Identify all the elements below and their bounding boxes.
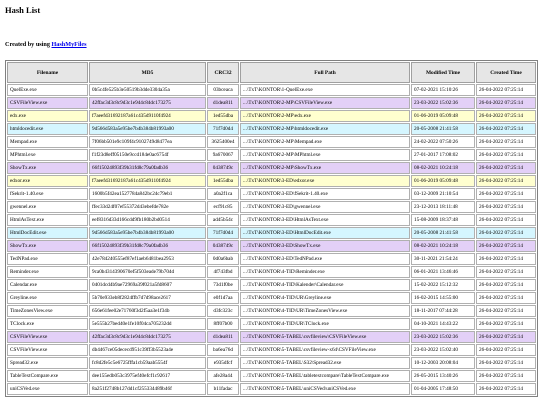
crc32-cell: e935dfcf [207,357,239,369]
modified-time-cell: 30-11-2021 21:54:24 [411,253,475,265]
table-row[interactable] [7,383,536,395]
md5-cell: 0401dcd4b9ae72969a39f021a5fd8607 [89,279,206,291]
modified-time-cell: 23-03-2022 15:02:36 [411,97,475,109]
filename-cell: HtmlAsText.exe [7,214,88,226]
created-time-cell: 26-04-2022 07:25:14 [476,162,536,174]
created-time-cell: 26-04-2022 07:25:14 [476,344,536,356]
filename-cell: Mempad.exe [7,136,88,148]
modified-time-cell: 27-01-2017 17:08:02 [411,149,475,161]
table-row[interactable] [7,370,536,382]
modified-time-cell: 20-05-2008 21:41:58 [411,227,475,239]
modified-time-cell: 10-12-2003 20:08:04 [411,357,475,369]
modified-time-cell: 03-12-2009 21:10:54 [411,188,475,200]
table-row[interactable] [7,97,536,109]
modified-time-cell: 16-02-2015 14:55:00 [411,292,475,304]
hash-table [5,60,538,397]
md5-cell: 66f15024893f39b31fd8c79a0fadb36 [89,240,206,252]
crc32-cell: 4f743fbd [207,266,239,278]
crc32-cell: d3fc323c [207,305,239,317]
full-path-cell: ...\TxT\KONTOR\1-QuelExe.exe [240,84,410,96]
modified-time-cell: 04-10-2021 14:43:22 [411,318,475,330]
table-row[interactable] [7,240,536,252]
table-row[interactable] [7,266,536,278]
created-time-cell: 26-04-2022 07:25:14 [476,292,536,304]
filename-cell: TableTextCompare.exe [7,370,88,382]
table-row[interactable] [7,305,536,317]
md5-cell: f1f23d8eff05150e9ccd184e0ac6754f [89,149,206,161]
md5-cell: 0b5c4fe525b3e50519b3dde3304a35a [89,84,206,96]
created-time-cell: 26-04-2022 07:25:14 [476,305,536,317]
modified-time-cell: 06-01-2021 13:46:46 [411,266,475,278]
filename-cell: CSVFileView.exe [7,97,88,109]
full-path-cell: ...\TxT\KONTOR\2-MP\MPhtml.exe [240,149,410,161]
table-body [7,84,536,395]
modified-time-cell: 07-02-2021 15:10:26 [411,84,475,96]
filename-cell: htmldocedit.exe [7,123,88,135]
filename-cell: HtmlDocEdit.exe [7,227,88,239]
crc32-cell: b11fadac [207,383,239,395]
filename-cell: fSekrit-1.40.exe [7,188,88,200]
full-path-cell: ...\TxT\KONTOR\2-MP\htmldocedit.exe [240,123,410,135]
table-row[interactable] [7,110,536,122]
created-by-label: Created by using [5,41,52,48]
modified-time-cell: 01-04-2005 17:48:50 [411,383,475,395]
hashmyfiles-link[interactable]: HashMyFiles [51,41,87,48]
crc32-cell: 1ed55dba [207,110,239,122]
table-row[interactable] [7,149,536,161]
full-path-cell: ...\TxT\KONTOR\5-TABEL\csvfileview\CSVFileView.exe [240,331,410,343]
md5-cell: 656e61fee02e71760f3d2f5aa3e1f34b [89,305,206,317]
table-row[interactable] [7,201,536,213]
created-time-cell: 26-04-2022 07:25:14 [476,149,536,161]
created-time-cell: 26-04-2022 07:25:14 [476,253,536,265]
md5-cell: ffec33d24f07ef55372d43ebefde782e [89,201,206,213]
table-row[interactable] [7,214,536,226]
full-path-cell: ...\TxT\KONTOR\3-ED\gwennel.exe [240,201,410,213]
table-row[interactable] [7,175,536,187]
full-path-cell: ...\TxT\KONTOR\2-MP\Mempad.exe [240,136,410,148]
table-header-row [7,62,536,83]
full-path-cell: ...\TxT\KONTOR\3-ED\HtmlAsText.exe [240,214,410,226]
created-time-cell: 26-04-2022 07:25:14 [476,84,536,96]
table-row[interactable] [7,357,536,369]
filename-cell: TimeZonesView.exe [7,305,88,317]
table-row[interactable] [7,84,536,96]
crc32-cell: 8ff07b00 [207,318,239,330]
filename-cell: Spread32.exe [7,357,88,369]
created-time-cell: 26-04-2022 07:25:14 [476,318,536,330]
md5-cell: 66f15024893f39b31fd8c79a0fadb36 [89,162,206,174]
column-header-full-path[interactable]: Full Path [240,62,410,83]
modified-time-cell: 23-03-2022 15:02:36 [411,331,475,343]
created-time-cell: 26-04-2022 07:25:14 [476,97,536,109]
table-row[interactable] [7,331,536,343]
filename-cell: Reminder.exe [7,266,88,278]
modified-time-cell: 15-02-2022 15:12:32 [411,279,475,291]
md5-cell: 9d566d583a5e95be7b4b384b81993a00 [89,227,206,239]
filename-cell: TedNPad.exe [7,253,88,265]
table-row[interactable] [7,279,536,291]
created-time-cell: 26-04-2022 07:25:14 [476,123,536,135]
filename-cell: uniCSVed.exe [7,383,88,395]
full-path-cell: ...\TxT\KONTOR\4-TID\Kalender\Calendar.exe [240,279,410,291]
md5-cell: fc8d2fe5c5e6725fffa1cb59aab5554f [89,357,206,369]
crc32-cell: e0f1d7aa [207,292,239,304]
filename-cell: CSVFileView.exe [7,331,88,343]
modified-time-cell: 15-08-2009 18:37:48 [411,214,475,226]
crc32-cell: a0a2f1ca [207,188,239,200]
created-time-cell: 26-04-2022 07:25:14 [476,201,536,213]
crc32-cell: 9a670067 [207,149,239,161]
column-header-md5[interactable]: MD5 [89,62,206,83]
table-row[interactable] [7,227,536,239]
modified-time-cell: 08-02-2021 10:24:18 [411,240,475,252]
filename-cell: edx.exe [7,110,88,122]
full-path-cell: ...\TxT\KONTOR\3-ED\TedNPad.exe [240,253,410,265]
filename-cell: ShowTx.exe [7,240,88,252]
crc32-cell: 03bceaca [207,84,239,96]
crc32-cell: d1dea811 [207,331,239,343]
column-header-created-time[interactable]: Created Time [476,62,536,83]
modified-time-cell: 18-11-2017 07:44:28 [411,305,475,317]
md5-cell: 42ffac3d3c8c9d3c1e944c84dc173275 [89,331,206,343]
table-row[interactable] [7,344,536,356]
created-time-cell: 26-04-2022 07:25:14 [476,279,536,291]
md5-cell: f7aeefd31692187a61c435d9110f4924 [89,175,206,187]
created-time-cell: 26-04-2022 07:25:14 [476,175,536,187]
md5-cell: f7aeefd31692187a61c435d9110f4924 [89,110,206,122]
md5-cell: 42e784240555ef87ef1aeb6481bea2953 [89,253,206,265]
created-time-cell: 26-04-2022 07:25:14 [476,357,536,369]
page-title: Hash List [5,5,41,15]
column-header-filename[interactable]: Filename [7,62,88,83]
crc32-cell: 0d0a6bab [207,253,239,265]
modified-time-cell: 08-02-2021 10:24:18 [411,162,475,174]
created-time-cell: 26-04-2022 07:25:14 [476,110,536,122]
md5-cell: 42ffac3d3c8c9d3c1e944c84dc173275 [89,97,206,109]
crc32-cell: 3625400e4 [207,136,239,148]
crc32-cell: 71f7d0d4 [207,227,239,239]
crc32-cell: ad45b54c [207,214,239,226]
modified-time-cell: 24-02-2022 07:50:26 [411,136,475,148]
modified-time-cell: 20-05-2008 21:41:58 [411,123,475,135]
table-row[interactable] [7,188,536,200]
crc32-cell: ba6ea76d [207,344,239,356]
table-row[interactable] [7,123,536,135]
created-time-cell: 26-04-2022 07:25:14 [476,370,536,382]
created-time-cell: 26-04-2022 07:25:14 [476,240,536,252]
modified-time-cell: 01-06-2019 05:09:48 [411,175,475,187]
full-path-cell: ...\TxT\KONTOR\3-ED\edxor.exe [240,175,410,187]
filename-cell: QuelExe.exe [7,84,88,96]
full-path-cell: ...\TxT\KONTOR\3-ED\ShowTx.exe [240,240,410,252]
md5-cell: 9d566d583a5e95be7b4b384b81993a00 [89,123,206,135]
modified-time-cell: 23-03-2022 15:02:40 [411,344,475,356]
full-path-cell: ...\TxT\KONTOR\3-ED\HtmlDocEdit.exe [240,227,410,239]
full-path-cell: ...\TxT\KONTOR\2-MP\CSVFileView.exe [240,97,410,109]
full-path-cell: ...\TxT\KONTOR\4-TID\Reminder.exe [240,266,410,278]
md5-cell: 1600b5f42ea1527784a842bc24c79eb1 [89,188,206,200]
created-time-cell: 26-04-2022 07:25:14 [476,383,536,395]
full-path-cell: ...\TxT\KONTOR\3-ED\fSekrit-1.40.exe [240,188,410,200]
crc32-cell: d1dea811 [207,97,239,109]
table-row[interactable] [7,136,536,148]
md5-cell: 5e555b27bed40e1fe10f04ca705232dd [89,318,206,330]
md5-cell: 5b70e933eb8f2824ffb7d7d98ace2617 [89,292,206,304]
filename-cell: ShowTx.exe [7,162,88,174]
crc32-cell: ecf91c85 [207,201,239,213]
crc32-cell: 73d1f0be [207,279,239,291]
full-path-cell: ...\TxT\KONTOR\5-TABEL\uniCSVed\uniCSVed.exe [240,383,410,395]
created-time-cell: 26-04-2022 07:25:14 [476,136,536,148]
modified-time-cell: 26-05-2015 13:40:26 [411,370,475,382]
md5-cell: 8a251f2748b127dd1cf255334489b46f [89,383,206,395]
table-row[interactable] [7,318,536,330]
full-path-cell: ...\TxT\KONTOR\4-TID\UR\TimeZonesView.exe [240,305,410,317]
filename-cell: TClock.exe [7,318,88,330]
md5-cell: 7f06bb501e9c109f4c9102749d8477ea [89,136,206,148]
full-path-cell: ...\TxT\KONTOR\2-MP\ShowTx.exe [240,162,410,174]
md5-cell: dee155edb053c3975ef40efcf1c92617 [89,370,206,382]
full-path-cell: ...\TxT\KONTOR\2-MP\edx.exe [240,110,410,122]
filename-cell: MPhtml.exe [7,149,88,161]
created-time-cell: 26-04-2022 07:25:14 [476,214,536,226]
column-header-modified-time[interactable]: Modified Time [411,62,475,83]
md5-cell: db4467ce05dececd951c39ff3b5523a4e [89,344,206,356]
full-path-cell: ...\TxT\KONTOR\5-TABEL\tabletextcompare\TableTextCompare.exe [240,370,410,382]
created-time-cell: 26-04-2022 07:25:14 [476,188,536,200]
table-row[interactable] [7,162,536,174]
full-path-cell: ...\TxT\KONTOR\5-TABEL\csvfileview-x64\CSVFileView.exe [240,344,410,356]
table-row[interactable] [7,253,536,265]
created-time-cell: 26-04-2022 07:25:14 [476,266,536,278]
filename-cell: Greyline.exe [7,292,88,304]
crc32-cell: afe28a44 [207,370,239,382]
md5-cell: 9ca0b4314390670ef5f503eade79b704d [89,266,206,278]
modified-time-cell: 01-06-2019 05:09:48 [411,110,475,122]
table-row[interactable] [7,292,536,304]
filename-cell: gwennel.exe [7,201,88,213]
crc32-cell: 1ed55dba [207,175,239,187]
column-header-crc32[interactable]: CRC32 [207,62,239,83]
crc32-cell: 0438749c [207,240,239,252]
full-path-cell: ...\TxT\KONTOR\4-TID\UR\TClock.exe [240,318,410,330]
filename-cell: CSVFileView.exe [7,344,88,356]
created-by-line [5,40,535,49]
created-time-cell: 26-04-2022 07:25:14 [476,227,536,239]
filename-cell: Calendar.exe [7,279,88,291]
modified-time-cell: 23-12-2013 18:11:48 [411,201,475,213]
full-path-cell: ...\TxT\KONTOR\4-TID\UR\Greyline.exe [240,292,410,304]
created-time-cell: 26-04-2022 07:25:14 [476,331,536,343]
crc32-cell: 0438749c [207,162,239,174]
md5-cell: eef8316d33d166cdd9fb180b2bd0514 [89,214,206,226]
full-path-cell: ...\TxT\KONTOR\5-TABEL\S32\Spread32.exe [240,357,410,369]
filename-cell: edxor.exe [7,175,88,187]
crc32-cell: 71f7d0d4 [207,123,239,135]
